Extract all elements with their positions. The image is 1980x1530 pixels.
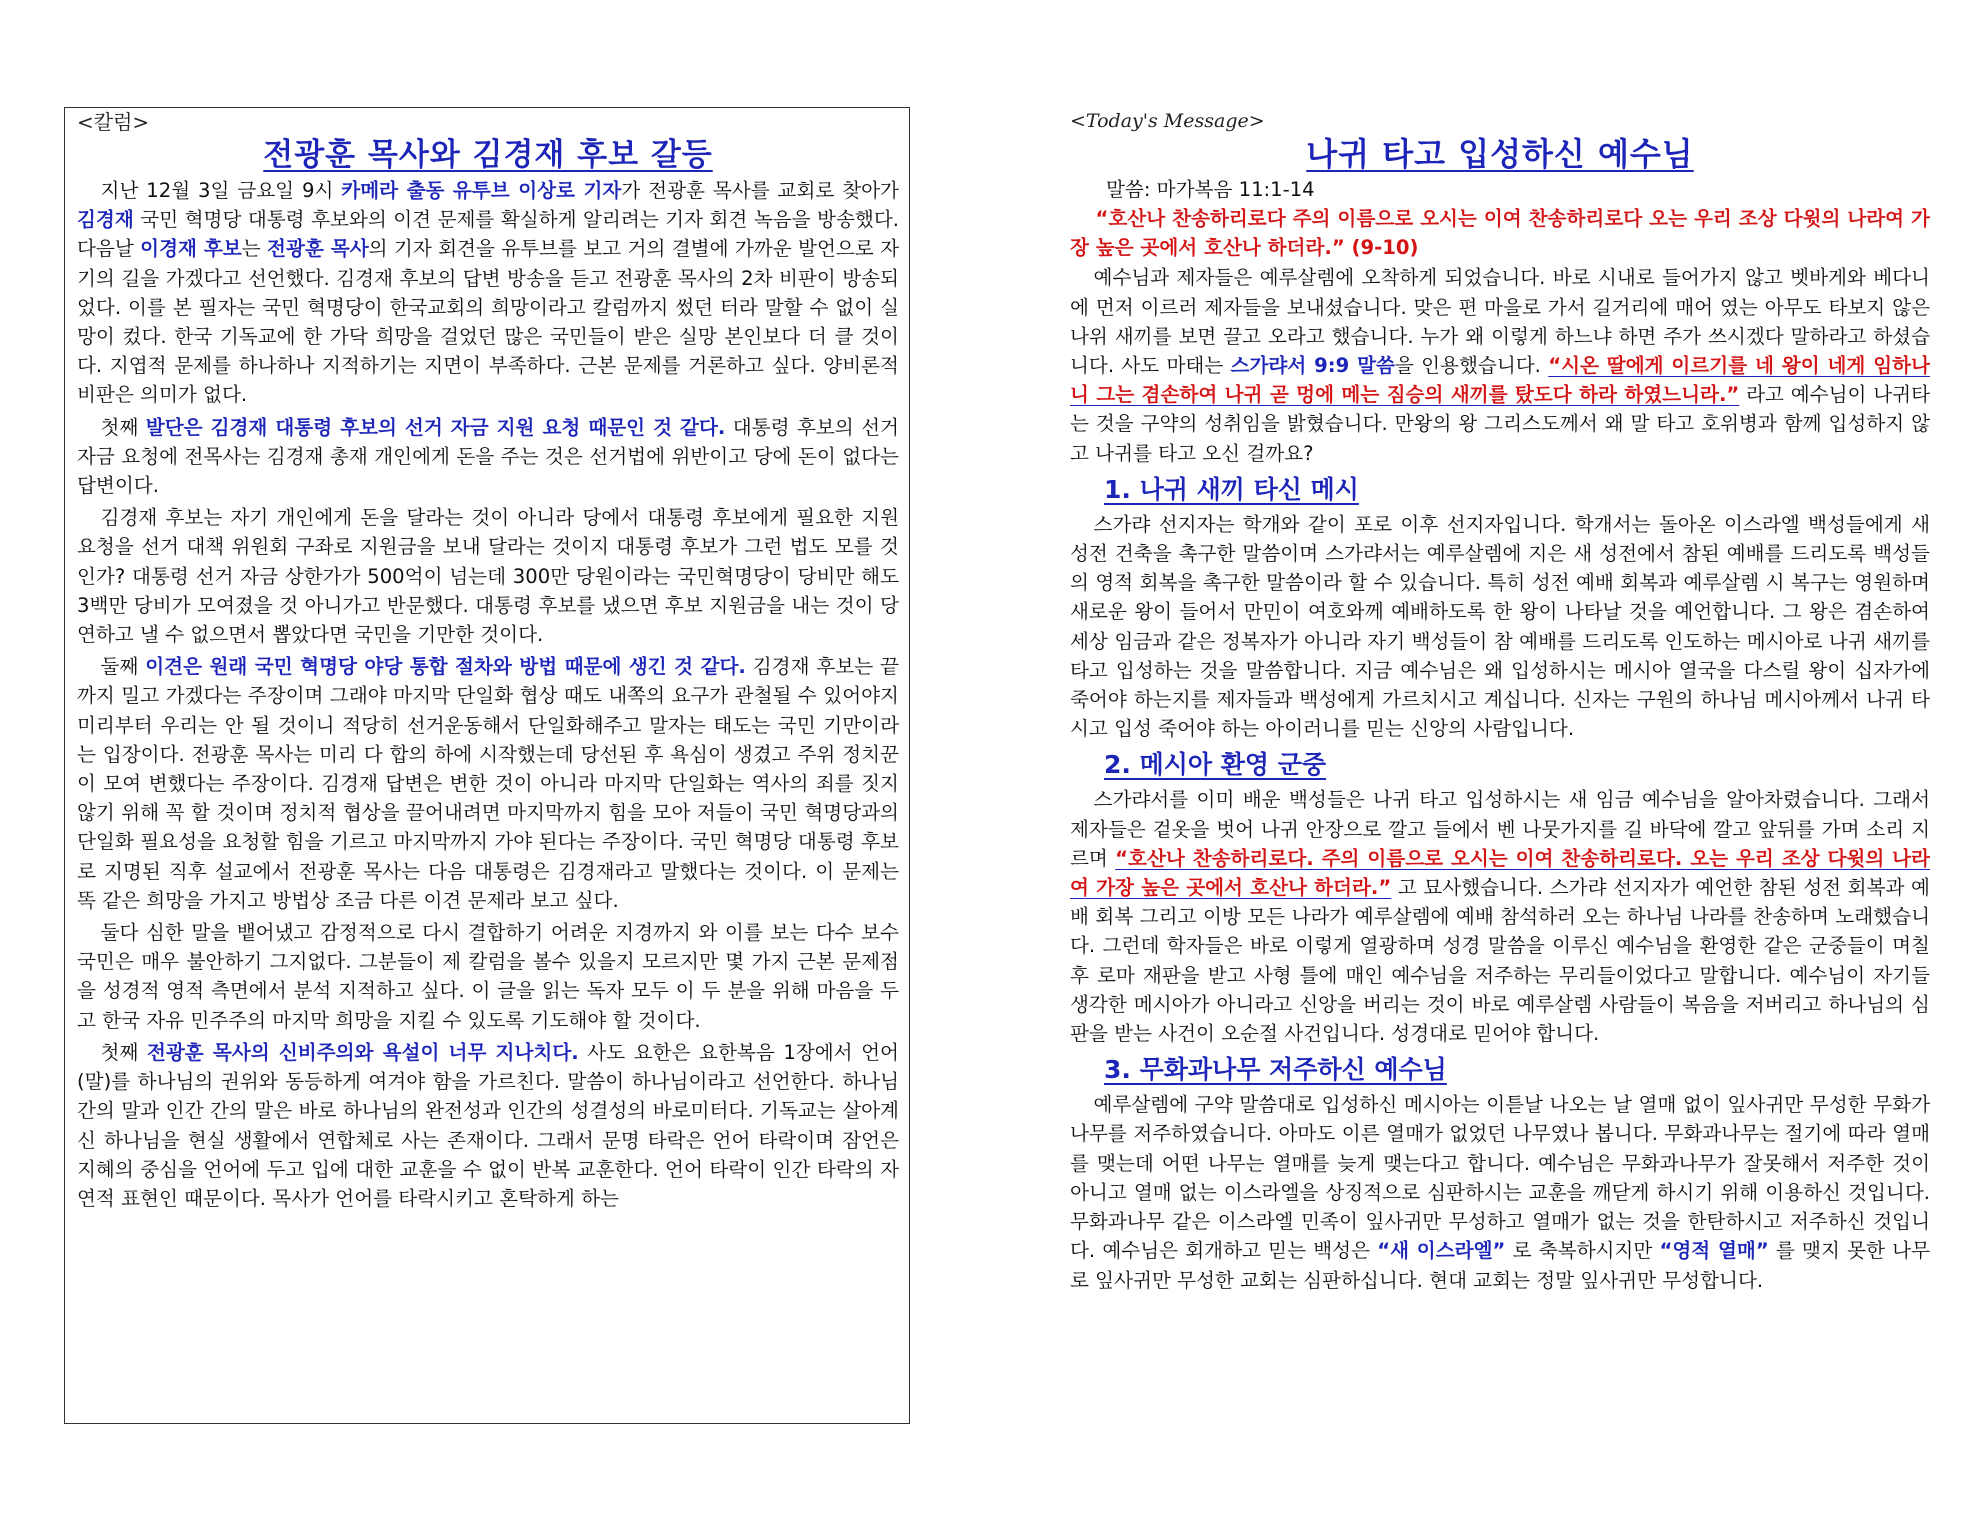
section-3-paragraph [1070, 1090, 1930, 1294]
highlight: 김경재 [77, 208, 134, 232]
highlight: 스가랴서 9:9 말씀 [1230, 354, 1395, 378]
text: 라고 예수님이 나귀타는 것을 구약의 성취임을 밝혔습니다. 만왕의 왕 그리스도께서 왜 말 타고 호위병과 함께 입성하지 않고 나귀를 타고 오신 걸까요? [1070, 383, 1930, 465]
highlight: 전광훈 목사의 신비주의와 욕설이 너무 지나치다. [146, 1040, 579, 1064]
text: 를 맺지 못한 나무로 잎사귀만 무성한 교회는 심판하십니다. 현대 교회는 정말 잎사귀만 무성합니다. [1070, 1239, 1930, 1292]
text: 예루살렘에 구약 말씀대로 입성하신 메시아는 이튿날 나오는 날 열매 없이 잎사귀만 무성한 무화가 나무를 저주하였습니다. 아마도 이른 열매가 없었던 나무였나 봅니다. 무화과나무는 절기에 따라 열매를 맺는데 어떤 나무는 열매를 늦게 맺는다고 합니다. 예수님은 무화과나무가 잘못해서 저주한 것이 아니고 열매 없는 이스라엘을 상징적으로 심판하시는 교훈을 깨닫게 하시기 위해 이용하신 것입니다. 무화과나무 같은 이스라엘 민족이 잎사귀만 무성하고 열매가 없는 것을 한탄하시고 저주하신 것입니다. 예수님은 회개하고 믿는 백성은 [1070, 1093, 1930, 1263]
text: 국민 혁명당 대통령 후보와의 이견 문제를 확실하게 알리려는 기자 회견 녹음을 방송했다. 다음날 [77, 208, 899, 261]
text: 가 전광훈 목사를 교회로 찾아가 [621, 179, 899, 202]
text: 스가랴서를 이미 배운 백성들은 나귀 타고 입성하시는 새 임금 예수님을 알아차렸습니다. 그래서 제자들은 겉옷을 벗어 나귀 안장으로 깔고 들에서 벤 나뭇가지를 길 바닥에 깔고 앞뒤를 가며 소리 지르며 [1070, 788, 1930, 870]
text: 는 [241, 237, 268, 261]
intro-paragraph [1070, 263, 1930, 467]
heading-text: 1. 나귀 새끼 타신 메시 [1104, 474, 1359, 504]
section-heading-2 [1104, 747, 1930, 783]
text: 대통령 후보의 선거 자금 요청에 전목사는 김경재 총재 개인에게 돈을 주는 것은 선거법에 위반이고 당에 돈이 없다는 답변이다. [77, 415, 899, 498]
section-2-paragraph [1070, 785, 1930, 1048]
text: 사도 요한은 요한복음 1장에서 언어(말)를 하나님의 권위와 동등하게 여겨야 함을 가르친다. 말씀이 하나님이라고 선언한다. 하나님간의 말과 인간 간의 말은 바로 하나님의 완전성과 인간의 성결성의 바로미터다. 기독교는 살아계신 하나님을 현실 생활에서 연합체로 사는 존재이다. 그래서 문명 타락은 언어 타락이며 잠언은 지혜의 중심을 언어에 두고 입에 대한 교훈을 수 없이 반복 교훈한다. 언어 타락이 인간 타락의 자연적 표현인 때문이다. 목사가 언어를 타락시키고 혼탁하게 하는 [77, 1040, 899, 1210]
highlight: 전광훈 목사 [267, 237, 369, 261]
quote: “호산나 찬송하리로다. 주의 이름으로 오시는 이여 찬송하리로다. 오는 우리 조상 다윗의 나라여 가장 높은 곳에서 호산나 하더라.” [1070, 846, 1930, 900]
text: 첫째 [100, 1040, 147, 1064]
highlight: 카메라 출동 유투브 이상로 기자 [341, 179, 622, 202]
quote: “시온 딸에게 이르기를 네 왕이 네게 임하나니 그는 겸손하여 나귀 곧 멍에 메는 짐승의 새끼를 탔도다 하라 하였느니라.” [1070, 354, 1930, 407]
text: 을 인용했습니다. [1394, 354, 1549, 378]
paragraph-4 [77, 652, 899, 915]
message-title: 나귀 타고 입성하신 예수님 [1306, 135, 1694, 173]
highlight: “새 이스라엘” [1377, 1239, 1506, 1263]
paragraph-2 [77, 413, 899, 501]
scripture-reference: 말씀: 마가복음 11:1-14 [1106, 178, 1315, 201]
heading-text: 2. 메시아 환영 군중 [1104, 750, 1327, 780]
section-heading-1 [1104, 472, 1930, 508]
text: 첫째 [100, 415, 146, 439]
paragraph-1 [77, 176, 899, 410]
text: 예수님과 제자들은 예루살렘에 오착하게 되었습니다. 바로 시내로 들어가지 않고 벳바게와 베다니에 먼저 이르러 제자들을 보내셨습니다. 맞은 편 마을로 가서 길거리에 매어 였는 아무도 타보지 않은 나위 새끼를 보면 끌고 오라고 했습니다. 누가 왜 이렇게 하느냐 하면 주가 쓰시겠다 말하라고 하셨습니다. 사도 마태는 [1070, 266, 1930, 378]
paragraph-5: 둘다 심한 말을 뱉어냈고 감정적으로 다시 결합하기 어려운 지경까지 와 이를 보는 다수 보수 국민은 매우 불안하기 그지없다. 그분들이 제 칼럼을 볼수 있을지 모르지만 몇 가지 근본 문제점을 성경적 영적 측면에서 분석 지적하고 싶다. 이 글을 읽는 독자 모두 이 두 분을 위해 마음을 두고 한국 자유 민주주의 마지막 희망을 지킬 수 있도록 기도해야 할 것이다. [77, 921, 899, 1032]
section-heading-3 [1104, 1052, 1930, 1088]
heading-text: 3. 무화과나무 저주하신 예수님 [1104, 1055, 1447, 1085]
text: 지난 12월 3일 금요일 9시 [100, 179, 342, 202]
text: 의 기자 회견을 유투브를 보고 거의 결별에 가까운 발언으로 자기의 길을 가겠다고 선언했다. 김경재 후보의 답변 방송을 듣고 전광훈 목사의 2차 비판이 방송되었다. 이를 본 필자는 국민 혁명당이 한국교회의 희망이라고 칼럼까지 썼던 터라 말할 수 없이 실망이 컸다. 한국 기독교에 한 가닥 희망을 걸었던 많은 국민들이 받은 실망 본인보다 더 클 것이다. 지엽적 문제를 하나하나 지적하기는 지면이 부족하다. 근본 문제를 거론하고 싶다. 양비론적 비판은 의미가 없다. [77, 237, 900, 407]
text: 김경재 후보는 끝까지 밀고 가겠다는 주장이며 그래야 마지막 단일화 협상 때도 내쪽의 요구가 관철될 수 있어야지 미리부터 우리는 안 될 것이니 적당히 선거운동해서 단일화해주고 말자는 태도는 국민 기만이라는 입장이다. 전광훈 목사는 미리 다 합의 하에 시작했는데 당선된 후 욕심이 생겼고 주위 정치꾼이 모여 변했다는 주장이다. 김경재 답변은 변한 것이 아니라 마지막 단일화는 역사의 죄를 짓지 않기 위해 꼭 할 것이며 정치적 협상을 끌어내려면 마지막까지 힘을 모아 저들이 국민 혁명당과의 단일화 필요성을 요청할 힘을 기르고 마지막까지 가야 된다는 주장이다. 국민 혁명당 대통령 후보로 지명된 직후 설교에서 전광훈 목사는 다음 대통령은 김경재라고 말했다는 것이다. 이 문제는 똑 같은 희망을 가지고 방법상 조금 다른 이견 문제라 보고 싶다. [77, 655, 899, 912]
sermon-message [1070, 107, 1930, 1427]
text: 둘째 [100, 655, 146, 679]
key-verse: “호산나 찬송하리로다 주의 이름으로 오시는 이여 찬송하리로다 오는 우리 조상 다윗의 나라여 가장 높은 곳에서 호산나 하더라.” (9-10) [1070, 207, 1930, 260]
text: 고 묘사했습니다. 스가랴 선지자가 예언한 참된 성전 회복과 예배 회복 그리고 이방 모든 나라가 예루살렘에 예배 참석하러 오는 하나님 나라를 찬송하며 노래했습니다. 그런데 학자들은 바로 이렇게 열광하며 성경 말씀을 이루신 예수님을 환영한 같은 군중들이 며칠 후 로마 재판을 받고 사형 틀에 매인 예수님을 저주하는 무리들이었다고 말합니다. 예수님이 자기들 생각한 메시아가 아니라고 신앙을 버리는 것이 바로 예루살렘 사람들이 복음을 저버리고 하나님의 심판을 받는 사건이 오순절 사건입니다. 성경대로 믿어야 합니다. [1070, 876, 1930, 1046]
column-tag: <칼럼> [77, 110, 150, 134]
highlight: 발단은 김경재 대통령 후보의 선거 자금 지원 요청 때문인 것 같다. [145, 415, 726, 439]
column-article [64, 107, 910, 1424]
paragraph-3: 김경재 후보는 자기 개인에게 돈을 달라는 것이 아니라 당에서 대통령 후보에게 필요한 지원 요청을 선거 대책 위원회 구좌로 지원금을 보내 달라는 것이지 대통령 후보가 그런 법도 모를 것인가? 대통령 선거 자금 상한가가 500억이 넘는데 300만 당원이라는 국민혁명당이 당비만 해도 3백만 당비가 모여졌을 것 아니가고 반문했다. 대통령 후보를 냈으면 후보 지원금을 내는 것이 당연하고 낼 수 없으면서 뽑았다면 국민을 기만한 것이다. [77, 506, 899, 647]
highlight: 이견은 원래 국민 혁명당 야당 통합 절차와 방법 때문에 생긴 것 같다. [145, 655, 746, 679]
text: 로 축복하시지만 [1505, 1239, 1660, 1263]
column-title: 전광훈 목사와 김경재 후보 갈등 [263, 137, 713, 173]
section-1-paragraph: 스가랴 선지자는 학개와 같이 포로 이후 선지자입니다. 학개서는 돌아온 이스라엘 백성들에게 새 성전 건축을 촉구한 말씀이며 스가랴서는 예루살렘에 지은 새 성전에서 참된 예배를 드리도록 백성들의 영적 회복을 촉구한 말씀이라 할 수 있습니다. 특히 성전 예배 회복과 예루살렘 시 복구는 영원하며 새로운 왕이 들어서 만민이 여호와께 예배하도록 한 왕이 나타날 것을 예언합니다. 그 왕은 겸손하여 세상 임금과 같은 정복자가 아니라 자기 백성들이 참 예배를 드리도록 인도하는 메시아로 나귀 새끼를 타고 입성하는 것을 말씀합니다. 지금 예수님은 왜 입성하시는 메시아 열국을 다스릴 왕이 십자가에 죽어야 하는지를 제자들과 백성에게 가르치시고 계십니다. 신자는 구원의 하나님 메시아께서 나귀 타시고 입성 죽어야 하는 아이러니를 믿는 신앙의 사람입니다. [1070, 512, 1930, 741]
highlight: 이경재 후보 [140, 237, 242, 261]
highlight: “영적 열매” [1659, 1239, 1769, 1263]
message-tag: <Today's Message> [1070, 110, 1265, 132]
paragraph-6 [77, 1038, 899, 1213]
